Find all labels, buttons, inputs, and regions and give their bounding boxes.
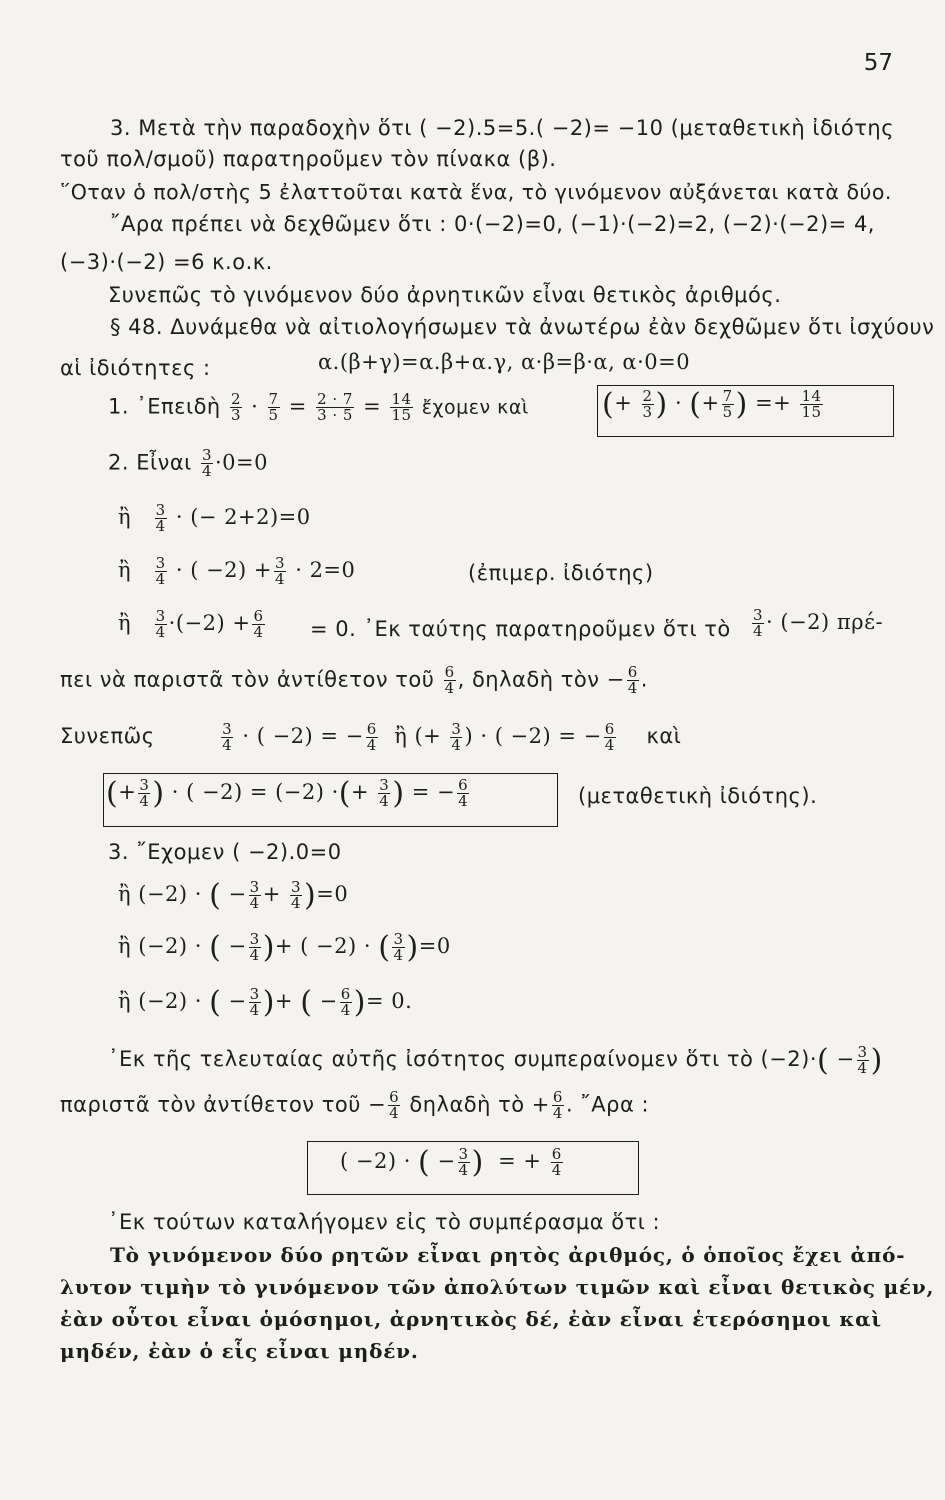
equation-line: ᾿Εκ τῆς τελευταίας αὐτῆς ἰσότητος συμπεραίνομεν ὅτι τὸ (−2)·( − $\frac{3}{4}$ )	[108, 1043, 883, 1078]
equation-line: ἢ (−2) · ( − $\frac{3}{4}$ )+ ( −2) · ( $\frac{3}{4}$ )=0	[118, 930, 451, 965]
text-fragment: , δηλαδὴ τὸν	[457, 667, 600, 692]
boxed-equation: (+ $\frac{3}{4}$ ) · ( −2) = (−2) ·(+ $\frac{3}{4}$ ) = − $\frac{6}{4}$	[106, 776, 469, 811]
text-line: ῎Αρα πρέπει νὰ δεχθῶμεν ὅτι : 0·(−2)=0, (−1)·(−2)=2, (−2)·(−2)= 4,	[110, 212, 875, 236]
equation-line: ἢ $\frac{3}{4}$ ·(−2) + $\frac{6}{4}$	[118, 607, 264, 641]
or-symbol: ἢ	[118, 989, 132, 1013]
conclusion-line: λυτον τιμὴν τὸ γινόμενον τῶν ἀπολύτων τιμῶν καὶ εἶναι θετικὸς μέν,	[60, 1275, 935, 1299]
note: (ἐπιμερ. ἰδιότης)	[468, 561, 654, 585]
text-line: αἱ ἰδιότητες :	[60, 356, 211, 380]
properties-formula: α.(β+γ)=α.β+α.γ, α·β=β·α, α·0=0	[318, 350, 691, 374]
or-symbol: ἢ	[394, 724, 408, 748]
text-fragment: καὶ	[646, 724, 682, 748]
fraction: $\frac{14}{15}$	[391, 390, 412, 424]
conclusion-line: μηδέν, ἐὰν ὁ εἷς εἶναι μηδέν.	[60, 1339, 419, 1363]
equation-line: παριστᾶ τὸν ἀντίθετον τοῦ − $\frac{6}{4}$ δηλαδὴ τὸ + $\frac{6}{4}$ . ῎Αρα :	[60, 1088, 650, 1122]
or-symbol: ἢ	[118, 558, 132, 582]
boxed-equation: ( −2) · ( − $\frac{3}{4}$ ) = + $\frac{6}{4}$	[340, 1145, 562, 1180]
equation-line: Συνεπῶς $\frac{3}{4}$ · ( −2) = − $\frac{6}{4}$ ἢ (+ $\frac{3}{4}$ ) · ( −2) = − $\frac{6}{4}$ καὶ	[60, 720, 682, 754]
equation-line: 1. ᾿Επειδὴ $\frac{2}{3}$ · $\frac{7}{5}$ = $\frac{2 \cdot 7}{3 \cdot 5}$ = $\frac{14}{15}$ ἔχομεν καὶ	[108, 390, 529, 424]
text-fragment: · (−2) πρέ-	[766, 610, 884, 634]
text-fragment: ἔχομεν καὶ	[421, 396, 529, 419]
text-fragment: Συνεπῶς	[60, 724, 155, 748]
or-symbol: ἢ	[118, 882, 132, 906]
text-line: 3. ῎Εχομεν ( −2).0=0	[108, 840, 342, 864]
equation-line: 2. Εἶναι $\frac{3}{4}$ ·0=0	[108, 446, 268, 480]
equation-line: πει νὰ παριστᾶ τὸν ἀντίθετον τοῦ $\frac{6}{4}$ , δηλαδὴ τὸν − $\frac{6}{4}$ .	[60, 663, 648, 697]
fraction: $\frac{2}{3}$	[230, 390, 241, 424]
fraction: $\frac{2 \cdot 7}{3 \cdot 5}$	[317, 390, 353, 424]
text-fragment: = 0. ᾿Εκ ταύτης παρατηροῦμεν ὅτι τὸ	[310, 617, 731, 641]
fraction: $\frac{7}{5}$	[268, 390, 279, 424]
text-fragment: ᾿Εκ τῆς τελευταίας αὐτῆς ἰσότητος συμπεραίνομεν ὅτι τὸ (−2)·	[108, 1047, 818, 1071]
equation-line: ἢ $\frac{3}{4}$ · (− 2+2)=0	[118, 501, 311, 535]
or-symbol: ἢ	[118, 505, 132, 529]
text-fragment: 2. Εἶναι	[108, 450, 192, 475]
or-symbol: ἢ	[118, 611, 132, 635]
equation-line: ἢ (−2) · ( − $\frac{3}{4}$ + $\frac{3}{4}$ )=0	[118, 878, 349, 913]
text-fragment: . ῎Αρα :	[565, 1092, 650, 1117]
conclusion-line: Τὸ γινόμενον δύο ρητῶν εἶναι ρητὸς ἀριθμός, ὁ ὁποῖος ἔχει ἀπό-	[110, 1243, 906, 1267]
equation-line: ἢ (−2) · ( − $\frac{3}{4}$ )+ ( − $\frac{6}{4}$ )= 0.	[118, 985, 413, 1020]
text-line: ῞Οταν ὁ πολ/στὴς 5 ἐλαττοῦται κατὰ ἕνα, τὸ γινόμενον αὐξάνεται κατὰ δύο.	[60, 180, 892, 204]
page-number: 57	[863, 50, 893, 76]
conclusion-line: ἐὰν οὗτοι εἶναι ὁμόσημοι, ἀρνητικὸς δέ, ἐὰν εἶναι ἑτερόσημοι καὶ	[60, 1307, 882, 1331]
text-line: (−3)·(−2) =6 κ.ο.κ.	[60, 250, 273, 274]
text-line: ᾿Εκ τούτων καταλήγομεν εἰς τὸ συμπέρασμα ὅτι :	[108, 1210, 661, 1234]
text-line: τοῦ πολ/σμοῦ) παρατηροῦμεν τὸν πίνακα (β).	[60, 147, 557, 171]
text-line: 3. Μετὰ τὴν παραδοχὴν ὅτι ( −2).5=5.( −2)= −10 (μεταθετικὴ ἰδιότης	[110, 116, 895, 140]
text-fragment: παριστᾶ τὸν ἀντίθετον τοῦ −	[60, 1092, 387, 1117]
equation-line: ἢ $\frac{3}{4}$ · ( −2) + $\frac{3}{4}$ · 2=0	[118, 554, 356, 588]
boxed-equation: (+ $\frac{2}{3}$ ) · (+ $\frac{7}{5}$ ) =+ $\frac{14}{15}$	[602, 387, 822, 422]
or-symbol: ἢ	[118, 934, 132, 958]
equation-fragment: $\frac{3}{4}$ · (−2) πρέ-	[753, 606, 884, 640]
text-fragment: δηλαδὴ τὸ +	[409, 1092, 550, 1117]
text-fragment: πει νὰ παριστᾶ τὸν ἀντίθετον τοῦ	[60, 667, 435, 692]
note: (μεταθετικὴ ἰδιότης).	[578, 784, 818, 808]
section-heading-line: § 48. Δυνάμεθα νὰ αἰτιολογήσωμεν τὰ ἀνωτέρω ἐὰν δεχθῶμεν ὅτι ἰσχύουν	[110, 315, 935, 339]
text-fragment: 1. ᾿Επειδὴ	[108, 394, 221, 419]
text-line: Συνεπῶς τὸ γινόμενον δύο ἀρνητικῶν εἶναι θετικὸς ἀριθμός.	[108, 283, 782, 307]
